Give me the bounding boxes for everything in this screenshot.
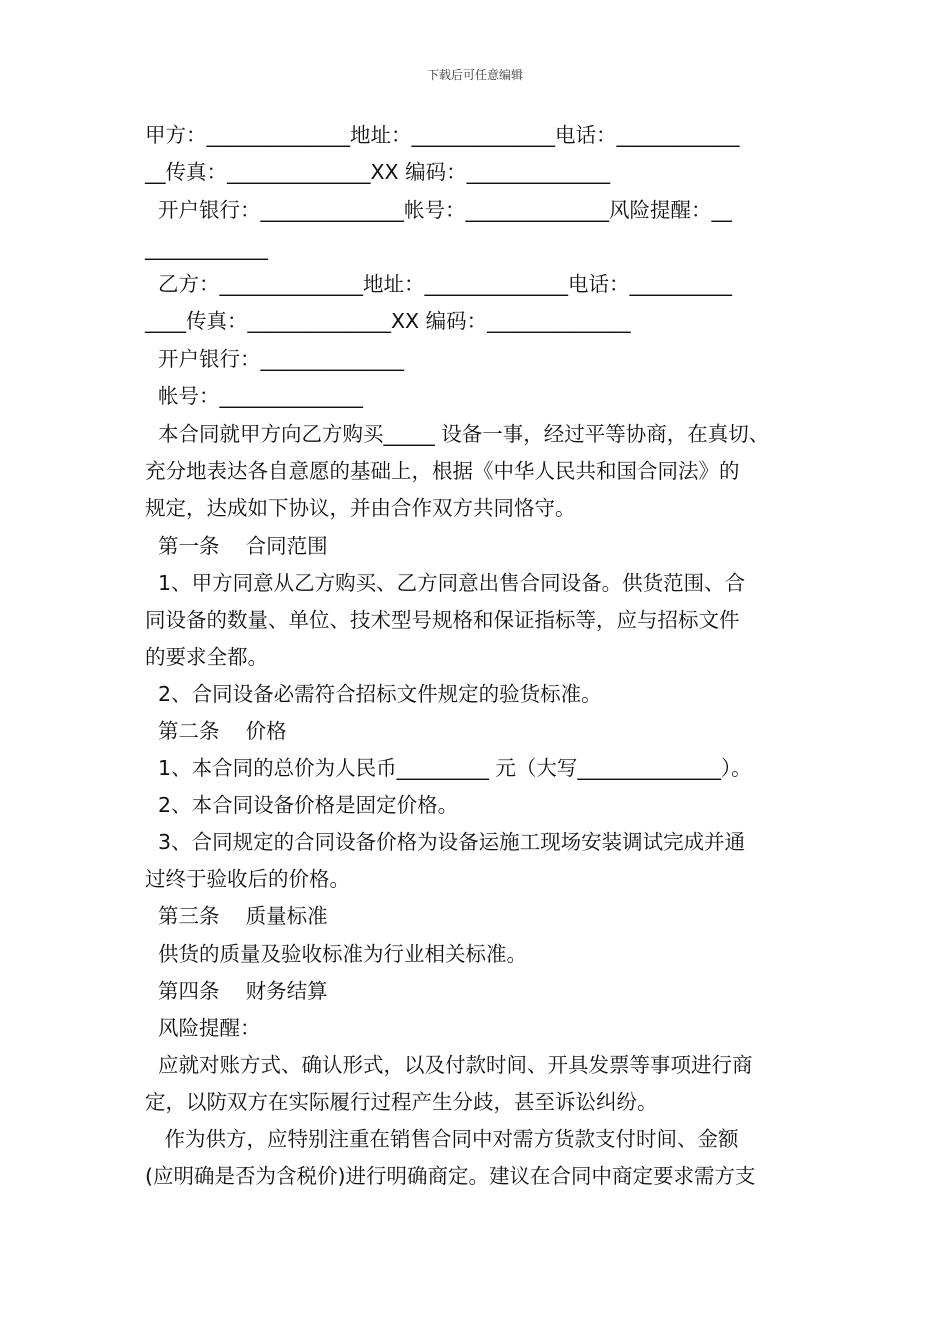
text-line: 2、本合同设备价格是固定价格。 <box>145 793 459 817</box>
text-line: 的要求全都。 <box>145 645 268 669</box>
text-line: 第四条 财务结算 <box>145 979 328 1003</box>
text-line: 第三条 质量标准 <box>145 904 328 928</box>
text-line: 作为供方，应特别注重在销售合同中对需方货款支付时间、金额 <box>145 1127 739 1151</box>
text-line: 3、合同规定的合同设备价格为设备运施工现场安装调试完成并通 <box>145 830 746 854</box>
text-line: 1、甲方同意从乙方购买、乙方同意出售合同设备。供货范围、合 <box>145 571 746 595</box>
text-line: 过终于验收后的价格。 <box>145 867 350 891</box>
text-line: 风险提醒： <box>145 1016 261 1040</box>
text-line: 1、本合同的总价为人民币_________ 元（大写______________）。 <box>145 756 752 780</box>
text-line: 开户银行：______________帐号：______________风险提醒：__ <box>145 198 733 222</box>
text-line: 第一条 合同范围 <box>145 534 328 558</box>
text-line: 开户银行：______________ <box>145 347 405 371</box>
text-line: (应明确是否为含税价)进行明确商定。建议在合同中商定要求需方支 <box>145 1164 756 1188</box>
text-line: 帐号：______________ <box>145 384 364 408</box>
text-line: 充分地表达各自意愿的基础上，根据《中华人民共和国合同法》的 <box>145 459 740 483</box>
text-line: 定，以防双方在实际履行过程产生分歧，甚至诉讼纠纷。 <box>145 1090 658 1114</box>
text-line: 同设备的数量、单位、技术型号规格和保证指标等，应与招标文件 <box>145 608 740 632</box>
text-line: 2、合同设备必需符合招标文件规定的验货标准。 <box>145 682 602 706</box>
text-line: ____传真：______________XX 编码：______________ <box>145 309 631 333</box>
text-line: 甲方：______________地址：______________电话：____________ <box>145 123 740 147</box>
text-line: __传真：______________XX 编码：______________ <box>145 160 611 184</box>
text-line: 供货的质量及验收标准为行业相关标准。 <box>145 942 528 966</box>
text-line: 本合同就甲方向乙方购买_____ 设备一事，经过平等协商，在真切、 <box>145 422 770 446</box>
text-line: 乙方：______________地址：______________电话：__________ <box>145 272 733 296</box>
text-line: 规定，达成如下协议，并由合作双方共同恪守。 <box>145 496 576 520</box>
text-line: 应就对账方式、确认形式，以及付款时间、开具发票等事项进行商 <box>145 1053 753 1077</box>
page-header: 下载后可任意编辑 <box>426 68 523 82</box>
text-line: 第二条 价格 <box>145 719 287 743</box>
text-line: ____________ <box>145 236 268 260</box>
